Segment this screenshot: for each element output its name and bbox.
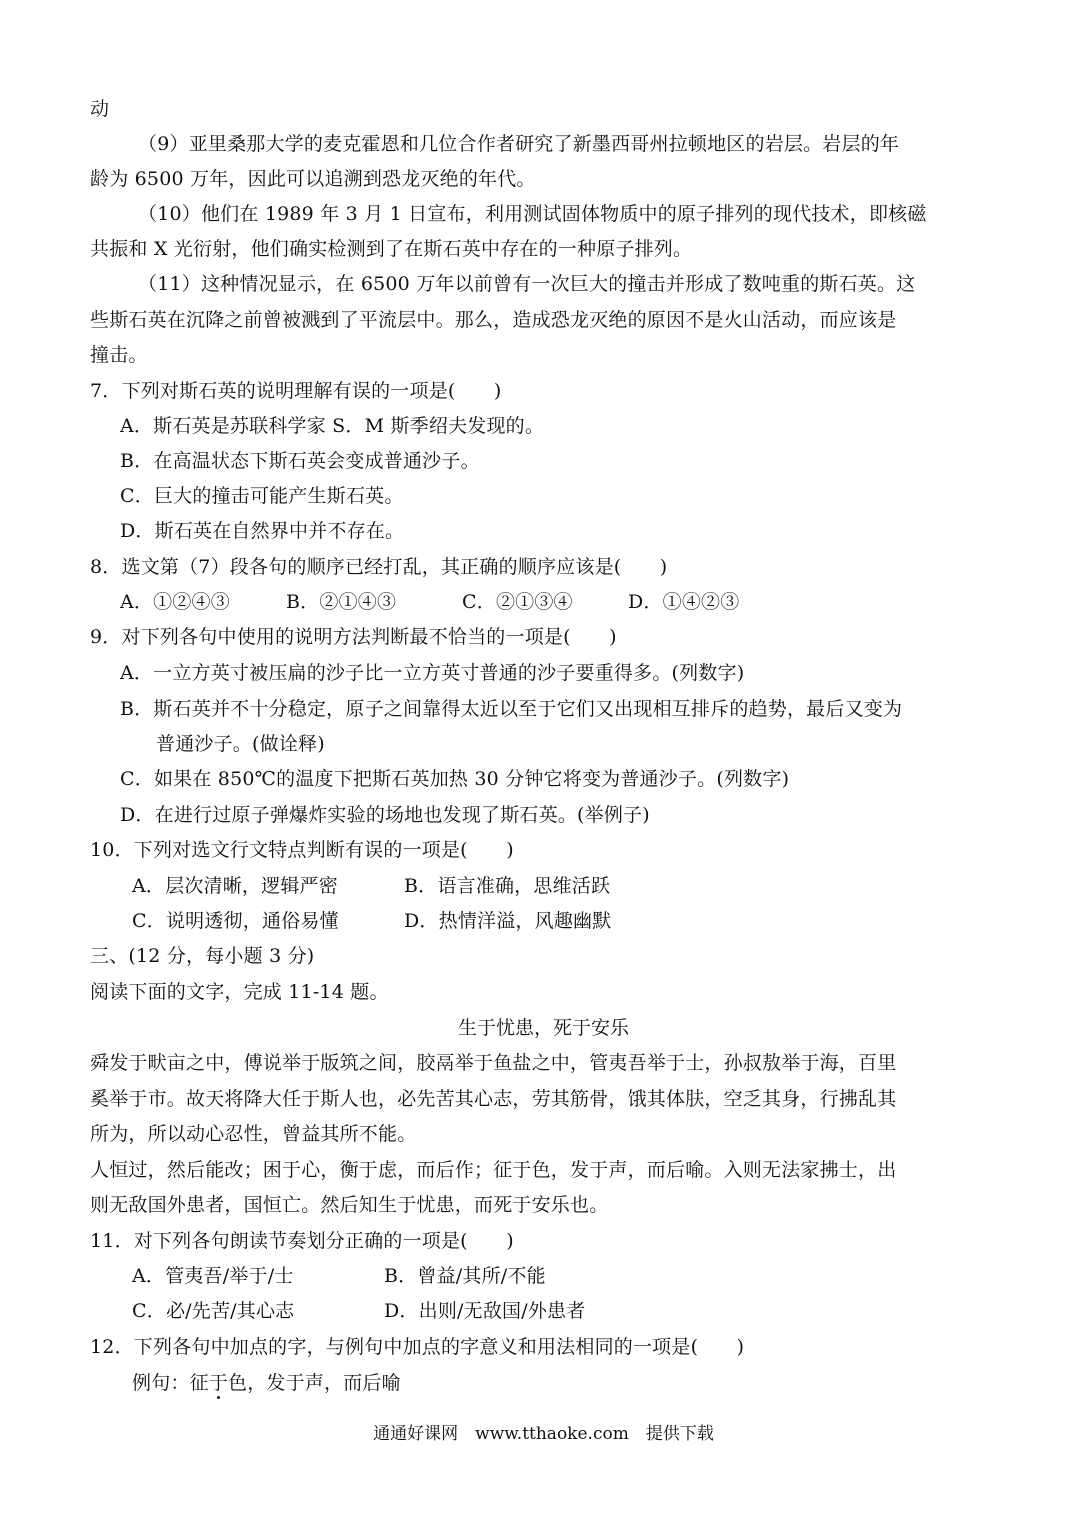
example-suffix: 色，发于声，而后喻 bbox=[228, 1372, 401, 1394]
page-footer: 通通好课网 www.tthaoke.com 提供下载 bbox=[373, 1424, 714, 1444]
question-11-option-c: C．必/先苦/其心志 bbox=[132, 1300, 295, 1322]
question-7-option-c: C．巨大的撞击可能产生斯石英。 bbox=[120, 485, 404, 507]
question-10-options-row-1 bbox=[132, 873, 610, 899]
question-7-option-d: D．斯石英在自然界中并不存在。 bbox=[120, 520, 405, 542]
question-9-option-d: D．在进行过原子弹爆炸实验的场地也发现了斯石英。(举例子) bbox=[120, 804, 650, 826]
question-8-stem: 8．选文第（7）段各句的顺序已经打乱，其正确的顺序应该是( ) bbox=[90, 556, 668, 578]
example-prefix: 例句：征 bbox=[132, 1372, 209, 1394]
question-8-option-b: B．②①④③ bbox=[286, 591, 397, 613]
section-3-instruction: 阅读下面的文字，完成 11-14 题。 bbox=[90, 981, 389, 1003]
question-11-stem: 11．对下列各句朗读节奏划分正确的一项是( ) bbox=[90, 1230, 514, 1252]
question-10-option-b: B．语言准确，思维活跃 bbox=[404, 875, 611, 897]
question-11-options-row-1 bbox=[132, 1263, 546, 1289]
question-11-option-a: A．管夷吾/举于/士 bbox=[132, 1265, 294, 1287]
paragraph-11-line-3: 撞击。 bbox=[90, 344, 148, 366]
question-9-option-b-line-1: B．斯石英并不十分稳定，原子之间靠得太近以至于它们又出现相互排斥的趋势，最后又变为 bbox=[120, 698, 903, 720]
question-12-example bbox=[132, 1370, 401, 1396]
paragraph-9-line-1: （9）亚里桑那大学的麦克霍恩和几位合作者研究了新墨西哥州拉顿地区的岩层。岩层的年 bbox=[138, 133, 900, 155]
question-12-stem: 12．下列各句中加点的字，与例句中加点的字意义和用法相同的一项是( ) bbox=[90, 1336, 745, 1358]
question-8-options bbox=[120, 589, 739, 615]
classical-text-line-1: 舜发于畎亩之中，傅说举于版筑之间，胶鬲举于鱼盐之中，管夷吾举于士，孙叔敖举于海，百里 bbox=[90, 1052, 897, 1074]
section-3-heading: 三、(12 分，每小题 3 分) bbox=[90, 945, 315, 967]
question-9-option-c: C．如果在 850℃的温度下把斯石英加热 30 分钟它将变为普通沙子。(列数字) bbox=[120, 768, 790, 790]
question-7-option-a: A．斯石英是苏联科学家 S．M 斯季绍夫发现的。 bbox=[120, 415, 545, 437]
question-11-option-d: D．出则/无敌国/外患者 bbox=[384, 1300, 586, 1322]
paragraph-10-line-2: 共振和 X 光衍射，他们确实检测到了在斯石英中存在的一种原子排列。 bbox=[90, 238, 693, 260]
question-9-option-b-line-2: 普通沙子。(做诠释) bbox=[156, 733, 325, 755]
classical-text-line-2: 奚举于市。故天将降大任于斯人也，必先苦其心志，劳其筋骨，饿其体肤，空乏其身，行拂乱其 bbox=[90, 1088, 897, 1110]
question-8-option-a: A．①②④③ bbox=[120, 591, 230, 613]
question-10-options-row-2 bbox=[132, 908, 611, 934]
paragraph-10-line-1: （10）他们在 1989 年 3 月 1 日宣布，利用测试固体物质中的原子排列的现代技术，即核磁 bbox=[138, 203, 927, 225]
paragraph-11-line-1: （11）这种情况显示，在 6500 万年以前曾有一次巨大的撞击并形成了数吨重的斯石英。这 bbox=[138, 273, 916, 295]
classical-text-line-3: 所为，所以动心忍性，曾益其所不能。 bbox=[90, 1123, 417, 1145]
question-9-option-a: A．一立方英寸被压扁的沙子比一立方英寸普通的沙子要重得多。(列数字) bbox=[120, 662, 745, 684]
question-10-option-a: A．层次清晰，逻辑严密 bbox=[132, 875, 338, 897]
passage-line: 动 bbox=[90, 98, 110, 120]
question-11-option-b: B．曾益/其所/不能 bbox=[384, 1265, 546, 1287]
classical-text-line-4: 人恒过，然后能改；困于心，衡于虑，而后作；征于色，发于声，而后喻。入则无法家拂士，出 bbox=[90, 1159, 897, 1181]
classical-text-line-5: 则无敌国外患者，国恒亡。然后知生于忧患，而死于安乐也。 bbox=[90, 1194, 609, 1216]
question-7-stem: 7．下列对斯石英的说明理解有误的一项是( ) bbox=[90, 380, 502, 402]
classical-text-title: 生于忧患，死于安乐 bbox=[457, 1017, 629, 1039]
paragraph-9-line-2: 龄为 6500 万年，因此可以追溯到恐龙灭绝的年代。 bbox=[90, 168, 536, 190]
question-8-option-d: D．①④②③ bbox=[628, 591, 740, 613]
question-11-options-row-2 bbox=[132, 1298, 585, 1324]
example-dotted-char: 于 bbox=[208, 1372, 229, 1394]
question-10-option-d: D．热情洋溢，风趣幽默 bbox=[404, 910, 612, 932]
question-9-stem: 9．对下列各句中使用的说明方法判断最不恰当的一项是( ) bbox=[90, 626, 617, 648]
question-10-option-c: C．说明透彻，通俗易懂 bbox=[132, 910, 339, 932]
question-8-option-c: C．②①③④ bbox=[462, 591, 573, 613]
question-10-stem: 10．下列对选文行文特点判断有误的一项是( ) bbox=[90, 839, 514, 861]
paragraph-11-line-2: 些斯石英在沉降之前曾被溅到了平流层中。那么，造成恐龙灭绝的原因不是火山活动，而应该是 bbox=[90, 309, 897, 331]
question-7-option-b: B．在高温状态下斯石英会变成普通沙子。 bbox=[120, 450, 480, 472]
